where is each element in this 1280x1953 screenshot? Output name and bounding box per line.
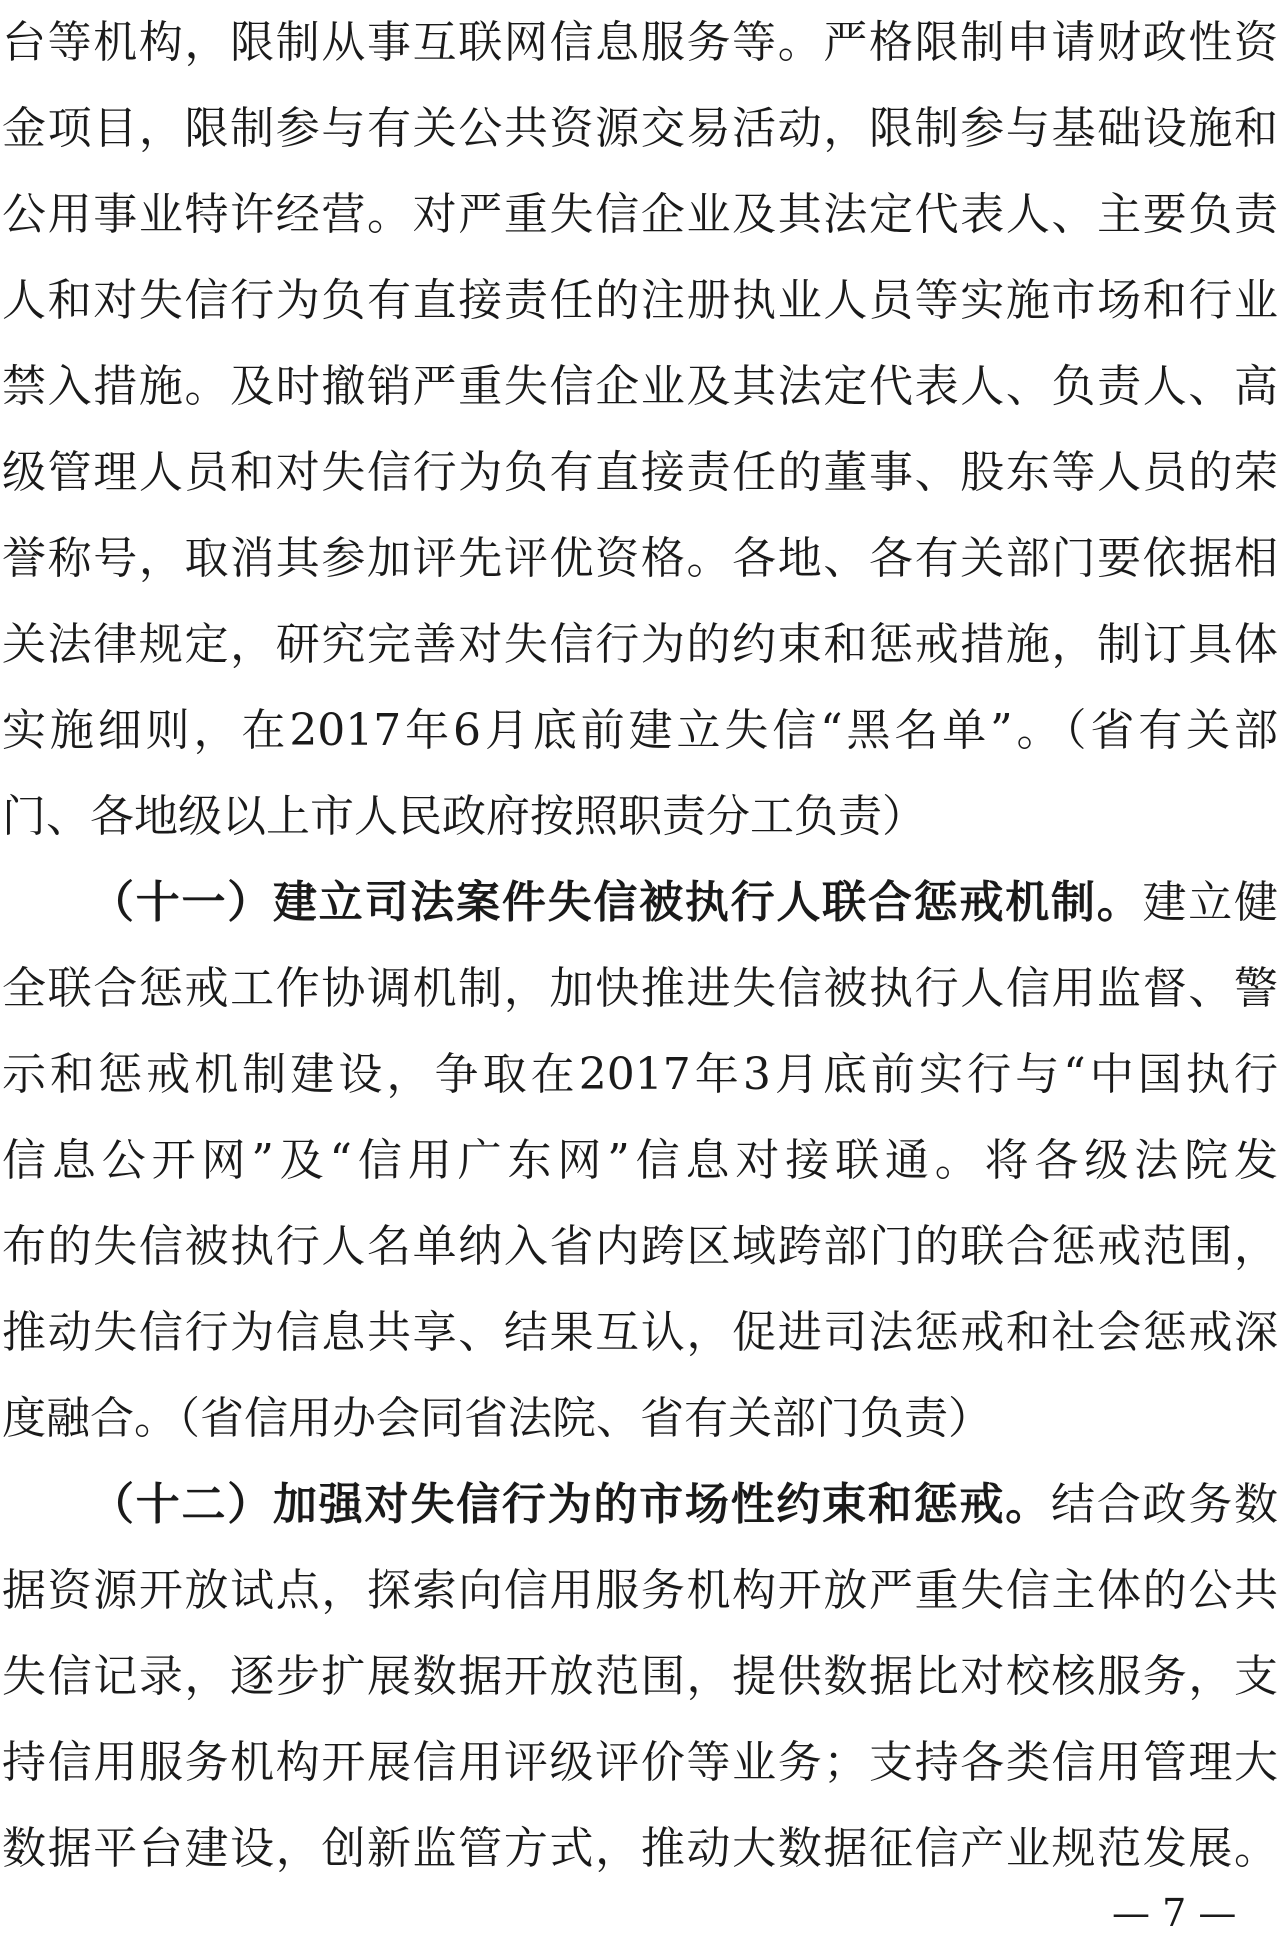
paragraph-line: 台等机构，限制从事互联网信息服务等。严格限制申请财政性资 <box>2 17 1278 68</box>
paragraph-line: 门、各地级以上市人民政府按照职责分工负责） <box>2 791 926 842</box>
paragraph-line: 关法律规定，研究完善对失信行为的约束和惩戒措施，制订具体 <box>2 619 1278 670</box>
paragraph-line: 全联合惩戒工作协调机制，加快推进失信被执行人信用监督、警 <box>2 963 1278 1014</box>
paragraph-line: 誉称号，取消其参加评先评优资格。各地、各有关部门要依据相 <box>2 533 1278 584</box>
paragraph-line: 金项目，限制参与有关公共资源交易活动，限制参与基础设施和 <box>2 103 1278 154</box>
paragraph-line: 据资源开放试点，探索向信用服务机构开放严重失信主体的公共 <box>2 1565 1278 1616</box>
paragraph-line: 失信记录，逐步扩展数据开放范围，提供数据比对校核服务，支 <box>2 1651 1278 1702</box>
page-number: — 7 — <box>1112 1891 1237 1935</box>
section-12-first-line <box>2 1462 1278 1548</box>
paragraph-line: 公用事业特许经营。对严重失信企业及其法定代表人、主要负责 <box>2 189 1278 240</box>
paragraph-line: 级管理人员和对失信行为负有直接责任的董事、股东等人员的荣 <box>2 447 1278 498</box>
paragraph-line: 推动失信行为信息共享、结果互认，促进司法惩戒和社会惩戒深 <box>2 1307 1278 1358</box>
section-12-heading: （十二）加强对失信行为的市场性约束和惩戒。 <box>90 1479 1051 1530</box>
paragraph-line: 数据平台建设，创新监管方式，推动大数据征信产业规范发展。 <box>2 1823 1278 1874</box>
paragraph-line: 布的失信被执行人名单纳入省内跨区域跨部门的联合惩戒范围， <box>2 1221 1278 1272</box>
paragraph-line: 持信用服务机构开展信用评级评价等业务；支持各类信用管理大 <box>2 1737 1278 1788</box>
paragraph-line: 信息公开网”及“信用广东网”信息对接联通。将各级法院发 <box>2 1135 1278 1186</box>
section-11-text: 建立健 <box>1142 877 1279 928</box>
section-11-heading: （十一）建立司法案件失信被执行人联合惩戒机制。 <box>90 877 1143 928</box>
paragraph-line: 人和对失信行为负有直接责任的注册执业人员等实施市场和行业 <box>2 275 1278 326</box>
paragraph-line: 度融合。（省信用办会同省法院、省有关部门负责） <box>2 1393 992 1444</box>
paragraph-line: 示和惩戒机制建设，争取在2017年3月底前实行与“中国执行 <box>2 1049 1278 1100</box>
document-body <box>2 0 1278 1892</box>
section-11-first-line <box>2 860 1278 946</box>
paragraph-line: 实施细则，在2017年6月底前建立失信“黑名单”。（省有关部 <box>2 705 1278 756</box>
section-12-text: 结合政务数 <box>1050 1479 1279 1530</box>
paragraph-line: 禁入措施。及时撤销严重失信企业及其法定代表人、负责人、高 <box>2 361 1278 412</box>
